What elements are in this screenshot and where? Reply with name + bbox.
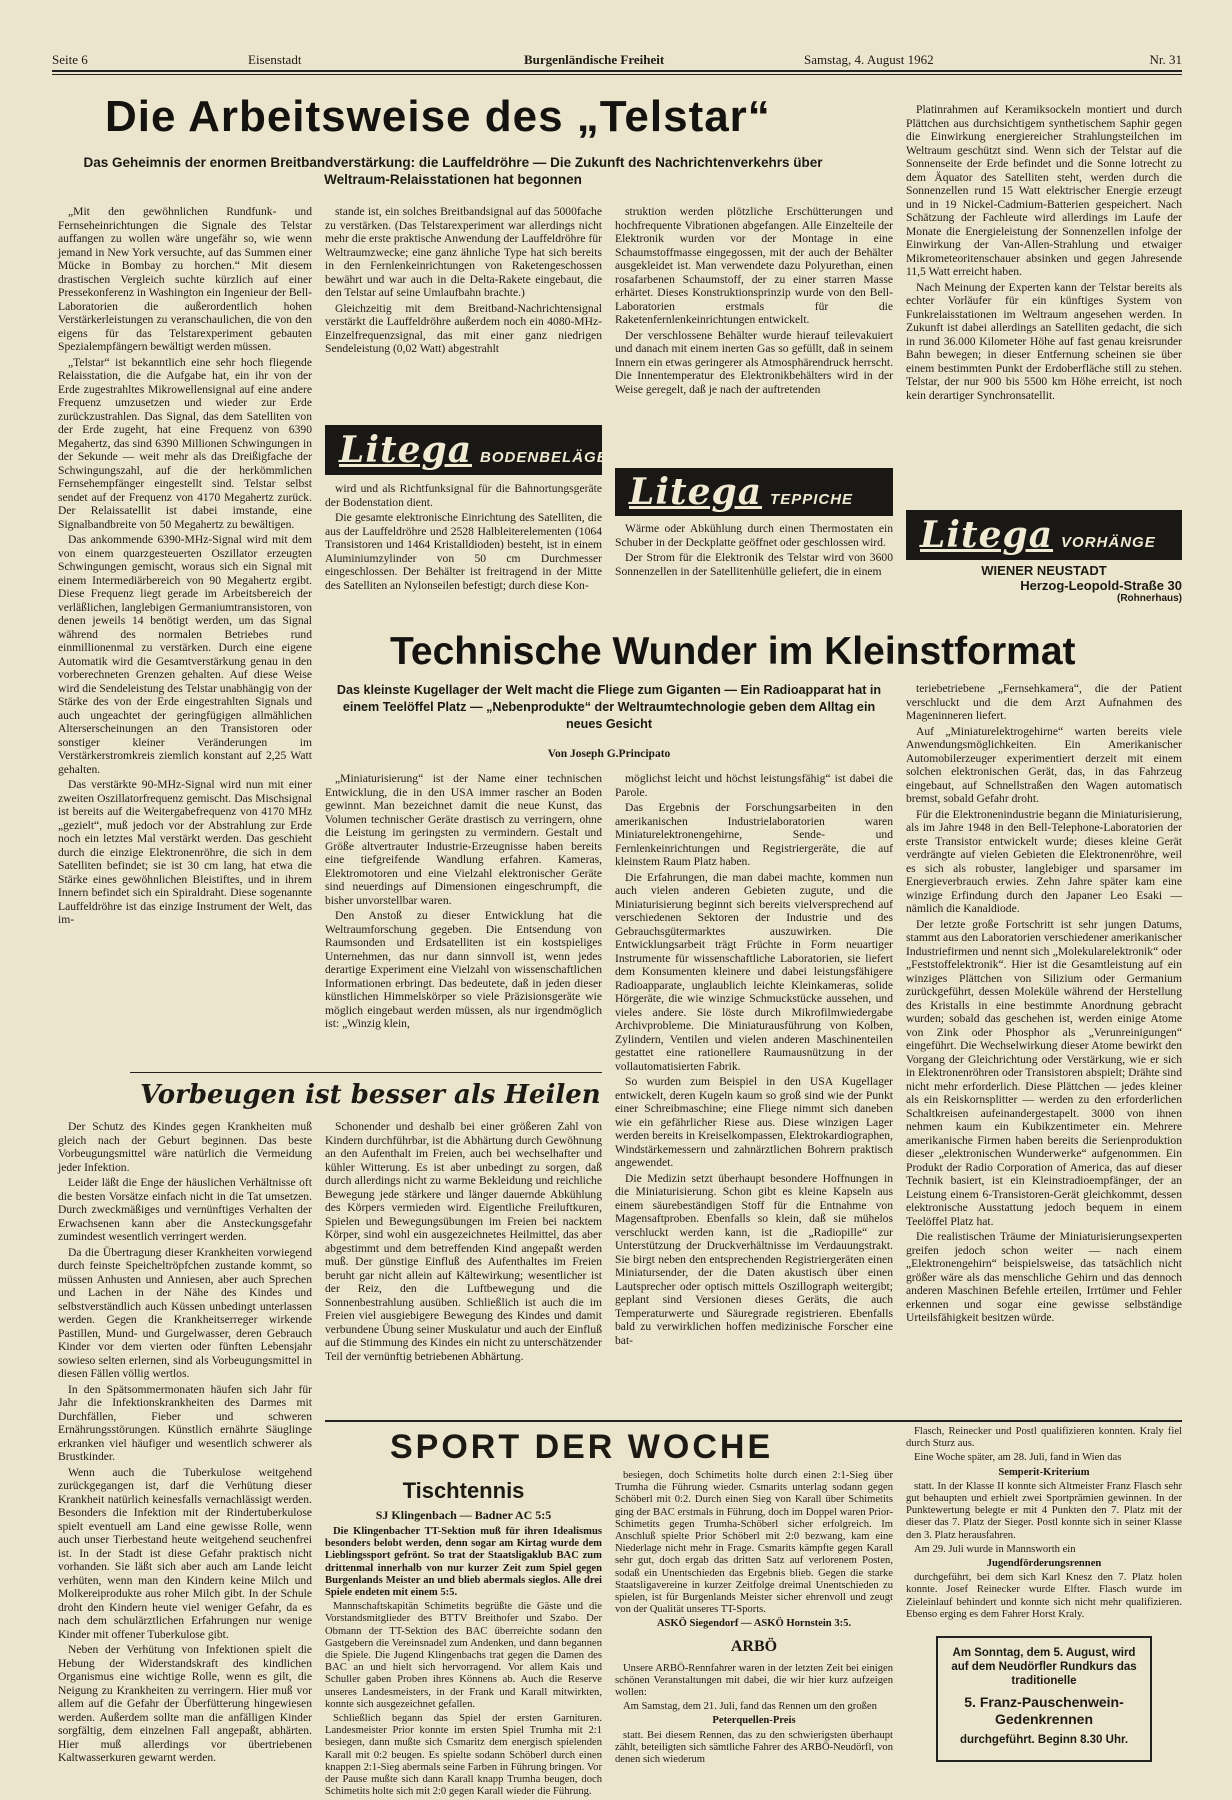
divider xyxy=(130,1072,602,1073)
kleinformat-column-3: teriebetriebene „Fernsehkamera“, die der Patient verschluckt und die dem Arzt Aufnahmen des Mageninneren liefert. Auf „Miniaturelektrogehirne“ warten bereits viele Anwendungsmöglichkeiten. Ein Amerikanischer Automobilerzeuger experimentiert derzeit mit einem solchen elektronischen Gerät, das, in das Fahrzeug eingebaut, auf Schnellstraßen den Wagen automatisch bremst, sobald Gefahr droht. Für die Elektronenindustrie begann die Miniaturisierung, als im Jahre 1948 in den Bell-Telephone-Laboratorien der erste Transistor entwickelt wurde; dieses kleine Gerät verdrängte auf vielen Gebieten die Elektronenröhre, weil es sich als robuster, langlebiger und sparsamer im Energieverbrauch erwies. Zehn Jahre später kam eine winzige Erfindung durch den Japaner Leo Esaki — nämlich die Kanaldiode. Der letzte große Fortschritt ist sehr jungen Datums, stammt aus den Laboratorien verschiedener amerikanischer Industriefirmen und nennt sich „Molekularelektronik“ oder „Feststoffelektronik“. Hier ist die Gesamtleistung auf ein winziges Plättchen von Silizium oder Germanium zurückgeführt, dessen Moleküle während der Herstellung des Kristalls in eine bestimmte Anordnung gebracht wurden; sobald das geschehen ist, werden einige Atome von Zink oder Phosphor als „Verunreinigungen“ eingeführt. Die Wechselwirkung dieser Atome bewirkt den Vorgang der Gleichrichtung oder Verstärkung, wie er sich in Elektronenröhren oder Transistoren abspielt; Drähte sind nicht mehr erforderlich. Diese Plättchen — jedes kleiner als ein Reiskornsplitter — werden zu den erforderlichen Schaltkreisen aufeinandergestapelt. 3000 von ihnen nehmen kaum ein Kubikzentimeter ein. Mehrere amerikanische Firmen haben bereits die Serienproduktion dieser „elektronischen Wunderwerke“ aufgenommen. Ein Produkt der Radio Corporation of America, das auf dieser Technik basiert, ist ein Kleinstradioempfänger, der an Leistung einem 6-Transistoren-Gerät gleichkommt, dessen elektronische Ausstattung jedoch bequem in einem Teelöffel Platz hat. Die realistischen Träume der Miniaturisierungsexperten greifen jedoch schon weiter — nach einem „Elektronengehirn“ beispielsweise, das tatsächlich nicht größer wäre als das menschliche Gehirn und das dennoch anderen Maschinen Befehle erteilen, Irrtümer und Fehler erkennen und sogar eine gewisse selbständige Urteilsfähigkeit besitzen würde. xyxy=(906,682,1182,1324)
page-number: Seite 6 xyxy=(52,52,88,67)
telstar-subheadline: Das Geheimnis der enormen Breitbandverstärkung: die Lauffeldröhre — Die Zukunft des Nachrichtenverkehrs über Weltraum-Relaisstationen hat begonnen xyxy=(83,155,823,187)
telstar-headline: Die Arbeitsweise des „Telstar“ xyxy=(105,92,771,141)
vorbeugen-column-2: Schonender und deshalb bei einer größeren Zahl von Kindern durchführbar, ist die Abhärtung durch Gewöhnung an den Aufenthalt im Freien, auch bei wechselhafter und kühler Witterung. Es ist aber unbedingt zu sorgen, daß durch allerdings nicht zu warme Bekleidung und reichliche Bewegung jede stärkere und länger dauernde Abkühlung des Körpers vermieden wird. Eigentliche Freiluftkuren, Spielen und Bewegungsübungen im Freien bei nacktem Körper, sind wohl ein ausgezeichnetes Heilmittel, das aber abgestimmt und dem betreffenden Kind angepaßt werden muß. Der günstige Einfluß des Aufenthaltes im Freien beruht gar nicht allein auf Kältewirkung; wesentlicher ist der Reiz, den die Luftbewegung und die Sonnenbestrahlung ausüben. Schließlich ist auch die im Freien viel ausgiebigere Bewegung des Kindes und damit verbundene Übung seiner Muskulatur und auch der Einfluß auf die Stimmung des Kindes ein nicht zu unterschätzender Teil der vernünftig betriebenen Abhärtung. xyxy=(325,1120,602,1363)
byline: Von Joseph G.Principato xyxy=(547,748,671,760)
sport-column-1: Die Klingenbacher TT-Sektion muß für ihren Idealismus besonders belobt werden, denn sogar am Kirtag wurde dem Lieblingssport gefrönt. So trat der Staatsligaklub BAC zum drittenmal innerhalb von nur kurzer Zeit zum Spiel gegen Burgenlands Meister an und blieb abermals sieglos. Alle drei Spiele endeten mit einem 5:5. Mannschaftskapitän Schimetits begrüßte die Gäste und die Vorstandsmitglieder des BTTV Breithofer und Szabo. Der Obmann der TT-Sektion des BAC überreichte sodann den Gastgebern die Vereinsnadel zum Andenken, und dann begannen die Spiele. Die Jugend Klingenbachs trat gegen die Damen des BAC an und hielt sich hervorragend. Vor allem Kais und Schuller gaben Proben ihres Könnens ab. Auch die Reserve unseres Landesmeisters, in der Frank und Karall mitwirkten, konnte sich ausgezeichnet gefallen. Schließlich begann das Spiel der ersten Garnituren. Landesmeister Prior konnte im ersten Spiel Trumha mit 2:1 besiegen, dann mußte sich Csmaritz dem energisch spielenden Karall mit 0:2 beugen. Es spielte sodann Schöberl durch einen knappen 2:1-Sieg abermals seine Farben in Führung bringen. Vor der Pause mußte sich dann Karall knapp Trumha beugen, doch Schimetits holte sich mit 2:0 gegen Karall wieder die Führung. xyxy=(325,1526,602,1798)
race-notice: Am Sonntag, dem 5. August, wird auf dem Neudörfler Rundkurs das traditionelle 5. Franz-Pauschenwein-Gedenkrennen durchgeführt. Beginn 8.30 Uhr. xyxy=(936,1636,1152,1762)
issue-date: Samstag, 4. August 1962 xyxy=(804,52,934,67)
telstar-column-4: Platinrahmen auf Keramiksockeln montiert und durch Plättchen aus durchsichtigem synthetischem Saphir gegen die Einwirkung energiereicher Strahlungsteilchen im Weltraum geschützt sind. Wenn sich der Telstar auf die Sonnenseite der Erde befindet und die Sonne lotrecht zu dem Äquator des Satelliten steht, werden durch die Sonnenzellen rund 15 Watt elektrischer Energie erzeugt und in 19 Nickel-Cadmium-Batterien gespeichert. Nach Schätzung der Fachleute wird allerdings im Laufe der Monate die Energieleistung der Sonnenzellen infolge der Einwirkung der Van-Allen-Strahlung und etwaiger Mikrometeoritenschauer absinken und gegen Jahresende 11,5 Watt erreicht haben. Nach Meinung der Experten kann der Telstar bereits als echter Vorläufer für ein künftiges System von Funkrelaisstationen im Weltraum angesehen werden. In Zukunft ist dabei allerdings an Satelliten gedacht, die sich in rund 36.000 Kilometer Höhe auf fast genau kreisrunder Bahn bewegen; in dieser Entfernung scheinen sie über einem bestimmten Punkt der Erdoberfläche still zu stehen. Telstar, der nur 900 bis 5500 km Höhe erreicht, ist noch kein derartiger Synchronsatellit. xyxy=(906,103,1182,402)
kleinformat-column-1: „Miniaturisierung“ ist der Name einer technischen Entwicklung, die in den USA immer rascher an Boden gewinnt. Man bezeichnet damit die neue Kunst, das Volumen technischer Geräte drastisch zu verringern, ohne die Leistung im geringsten zu vermindern. Gestalt und Größe altvertrauter Industrie-Erzeugnisse haben bereits eine tiefgreifende Wandlung erfahren. Kameras, Elektromotoren und eine Vielzahl elektronischer Geräte sind neuerdings auf Dimensionen eingeschrumpft, die bisher unvorstellbar waren. Den Anstoß zu dieser Entwicklung hat die Weltraumforschung gegeben. Die Entsendung von Raumsonden und Erdsatelliten ist ein kostspieliges Unternehmen, das nur dann sinnvoll ist, wenn jedes derartige Experiment eine Vielzahl von wissenschaftlichen Informationen erbringt. Das bedeutete, daß in jeden dieser künstlichen Himmelskörper so viele Präzisionsgeräte wie möglich eingebaut werden müssen, als nur irgendmöglich ist: „Winzig klein, xyxy=(325,772,602,1030)
header-rule-thin xyxy=(52,74,1182,75)
ad-litega-bodenbelaege: Litega BODENBELÄGE xyxy=(325,425,602,475)
kleinformat-subheadline: Das kleinste Kugellager der Welt macht die Fliege zum Giganten — Ein Radioapparat hat in einem Teelöffel Platz — „Nebenprodukte“ der Weltraumtechnologie geben dem Alltag ein neues Gesicht xyxy=(336,683,882,731)
telstar-column-3-top: struktion werden plötzliche Erschütterungen und hochfrequente Vibrationen abgefangen. Alle Einzelteile der Elektronik wurden vor der Montage in eine Schaumstoffmasse eingegossen, mit der auch der Behälter ausgekleidet ist. Man verwendete dazu Polyurethan, einen rosafarbenen Schaumstoff, der zu einer starren Masse erhärtet. Dieses Konstruktionsprinzip wurde von den Bell-Laboratorien erstmals für die Raketenfernlenkeinrichtungen entwickelt. Der verschlossene Behälter wurde hierauf teilevakuiert und danach mit einem inerten Gas so gefüllt, daß in seinem Innern ein etwas geringerer als Atmosphärendruck herrscht. Die Innentemperatur des Elektronikbehälters wird in der Weise geregelt, daß je nach der auftretenden xyxy=(615,205,893,396)
telstar-column-2-top: stande ist, ein solches Breitbandsignal auf das 5000fache zu verstärken. (Das Telstarexperiment war allerdings nicht mehr die erste praktische Anwendung der Lauffeldröhre für Weltraumzwecke; eine ganz ähnliche Type hat sich bereits in den Fernlenkeinrichtungen von Raketengeschossen bewährt und war auch in die Delta-Rakete eingebaut, die den Telstar auf seine Umlaufbahn brachte.) Gleichzeitig mit dem Breitband-Nachrichtensignal verstärkt die Lauffeldröhre außerdem noch ein 4080-MHz-Einzelfrequenzsignal, das mit einer ganz niedrigen Sendeleistung (0,02 Watt) abgestrahlt xyxy=(325,205,602,355)
region: Eisenstadt xyxy=(248,52,302,67)
kleinformat-headline: Technische Wunder im Kleinstformat xyxy=(390,630,1076,673)
vorbeugen-column-1: Der Schutz des Kindes gegen Krankheiten muß gleich nach der Geburt beginnen. Das beste Vorbeugungsmittel wäre natürlich die Vermeidung jeder Infektion. Leider läßt die Enge der häuslichen Verhältnisse oft die besten Vorsätze einfach nicht in die Tat umsetzen. Durch zweckmäßiges und vernünftiges Verhalten der Erwachsenen kann aber die Ansteckungsgefahr zumindest wesentlich verringert werden. Da die Übertragung dieser Krankheiten vorwiegend durch feinste Speicheltröpfchen zustande kommt, so müssen Anhusten und Anniesen, aber auch Sprechen und Lachen in der Nähe des Kindes und selbstverständlich auch Küssen unbedingt unterlassen werden. Gegen die Krankheitserreger wirkende Pastillen, Mund- und Gurgelwasser, deren Gebrauch Kinder vor dem vierten oder fünften Lebensjahr sowieso selten erlernen, sind als Vorbeugungsmittel in diesen Fällen völlig wertlos. In den Spätsommermonaten häufen sich Jahr für Jahr die Infektionskrankheiten des Darmes mit Durchfällen, Fieber und schweren Ernährungsstörungen. Künstlich ernährte Säuglinge erkranken viel häufiger und wesentlich schwerer als Brustkinder. Wenn auch die Tuberkulose weitgehend zurückgegangen ist, darf die Verhütung dieser Krankheit natürlich keinesfalls vernachlässigt werden. Besonders die Infektion mit der Rindertuberkulose spielt eventuell am Land eine gewisse Rolle, wenn auch unser Tierbestand heute weitgehend seuchenfrei ist. In der Stadt ist diese Gefahr praktisch nicht vorhanden. Sie läßt sich aber auch am Lande leicht verhüten, wenn man den Kindern keine Milch und Molkereiprodukte aus roher Milch gibt. In der Schule droht den Kindern heute viel weniger Gefahr, da es nach dem schulärztlichen Erfahrungen nur wenige Kinder mit offener Tuberkulose gibt. Neben der Verhütung von Infektionen spielt die Hebung der Widerstandskraft des kindlichen Organismus eine wichtige Rolle, wenn es gilt, die Neigung zu Krankheiten zu verringern. Hier muß vor allem auf die Gefahr der Überfütterung hingewiesen werden. Außerdem sollte man die anfälligen Kinder sorgfältig, dem einzelnen Fall angepaßt, abhärten. Hier muß allerdings vor übertriebenen Kaltwasserkuren gewarnt werden. xyxy=(58,1120,312,1764)
header-rule xyxy=(52,70,1182,72)
ad-address: WIENER NEUSTADT Herzog-Leopold-Straße 30 (Rohnerhaus) xyxy=(981,563,1182,604)
sport-banner: SPORT DER WOCHE xyxy=(390,1428,774,1466)
vorbeugen-headline: Vorbeugen ist besser als Heilen xyxy=(140,1080,601,1110)
ad-litega-vorhaenge: Litega VORHÄNGE xyxy=(906,510,1182,560)
sport-title: Tischtennis xyxy=(402,1478,525,1503)
issue-number: Nr. 31 xyxy=(1149,52,1182,67)
telstar-column-2-bottom: wird und als Richtfunksignal für die Bahnortungsgeräte der Bodenstation dient. Die gesamte elektronische Einrichtung des Satelliten, die aus der Lauffeldröhre und 2528 Halbleiterelementen (1064 Transistoren und 1464 Kristalldioden) besteht, ist in einem Aluminiumzylinder von 50 cm Durchmesser eingeschlossen. Der Behälter ist freitragend in der Mitte des Satelliten an Nylonseilen befestigt; durch diese Kon- xyxy=(325,482,602,592)
sport-column-3: Flasch, Reinecker und Postl qualifizieren konnten. Kraly fiel durch Sturz aus. Eine Woche später, am 28. Juli, fand in Wien das Semperit-Kriterium statt. In der Klasse II konnte sich Altmeister Franz Flasch sehr gut behaupten und erhielt zwei Sportprämien gewinnen. In der Punktewertung belegte er mit 4 Punkten den 7. Platz mit der dieser das 7. Platz der Sieger. Postl konnte sich in seiner Klasse den 3. Platz herausfahren. Am 29. Juli wurde in Mannsworth ein Jugendförderungsrennen durchgeführt, bei dem sich Karl Knesz den 7. Platz holen konnte. Josef Reinecker wurde Elfter. Flasch wurde im Zieleinlauf behindert und konnte sich nicht mehr qualifizieren. Ebenso erging es dem Fahrer Horst Kraly. xyxy=(906,1426,1182,1620)
match-title: SJ Klingenbach — Badner AC 5:5 xyxy=(375,1508,552,1522)
sport-column-2: besiegen, doch Schimetits holte durch einen 2:1-Sieg über Trumha die Führung wieder. Csmarits unterlag sodann gegen Schöberl mit 0:2. Durch einen Sieg von Karall über Schimetits ging der BAC erstmals in Führung, doch im Doppel waren Prior-Schimetits gegen Trumha-Schöberl sicher erfolgreich. Im Anschluß spielte Prior Schöberl mit 2:0 bezwang, kam eine Niederlage nicht mehr in Frage. Csmarits kämpfte gegen Karall sehr gut, doch ergab das dritten Satz auf verlorenem Posten, sodaß ein Unentschieden das Ergebnis blieb. Gegen die starke Staatsligavereine in kurzer Zeitfolge dreimal Unentschieden zu spielen, ist für Burgenlands Meister sicher ehrenvoll und zeugt von der Qualität unseres TT-Sports. ASKÖ Siegendorf — ASKÖ Hornstein 3:5. ARBÖ Unsere ARBÖ-Rennfahrer waren in der letzten Zeit bei einigen schönen Veranstaltungen mit dabei, die wir hier kurz aufzeigen wollen: Am Samstag, dem 21. Juli, fand das Rennen um den großen Peterquellen-Preis statt. Bei diesem Rennen, das zu den schwierigsten überhaupt zählt, beteiligten sich sämtliche Fahrer des ARBÖ-Neudörfl, von denen sich wiederum xyxy=(615,1470,893,1766)
telstar-column-3-bottom: Wärme oder Abkühlung durch einen Thermostaten ein Schuber in der Deckplatte geöffnet oder geschlossen wird. Der Strom für die Elektronik des Telstar wird von 3600 Sonnenzellen in der Satellitenhülle geliefert, die in einem xyxy=(615,522,893,578)
telstar-column-1: „Mit den gewöhnlichen Rundfunk- und Fernseheinrichtungen die Signale des Telstar auffangen zu wollen wäre ungefähr so, wie wenn jemand in New York versuchte, auf das Summen einer Mücke in Bombay zu horchen.“ Mit diesem drastischen Vergleich suchte kürzlich auf einer Pressekonferenz in Washington ein Ingenieur der Bell-Laboratorien die außerordentlich hohen Verstärkerleistungen zu veranschaulichen, die von den eigens für das Telstarexperiment gebauten Spezialempfängern bewältigt werden müssen. „Telstar“ ist bekanntlich eine sehr hoch fliegende Relaisstation, die die Aufgabe hat, ein ihr von der Erde zugestrahltes Mikrowellensignal auf eine andere Frequenz umzusetzen und wieder zur Erde zurückzustrahlen. Das Signal, das dem Satelliten von der Erde zugeht, hat eine Frequenz von 6390 Megahertz, das sind 6390 Millionen Schwingungen in der Sekunde — weit mehr als das Dreißigfache der Schwingungszahl, auf die der herkömmlichen Fernsehempfänger eingestellt sind. Telstar selbst sendet auf der Frequenz von 4170 Megahertz zurück. Der Relaissatellit ist dabei imstande, eine Signalbandbreite von 50 Megahertz zu bewältigen. Das ankommende 6390-MHz-Signal wird mit dem von einem quarzgesteuerten Oszillator erzeugten Schwingungen gemischt, woraus sich ein Signal mit einem Intermediärbereich von 90 Megahertz ergibt. Diese Frequenz liegt gerade im Arbeitsbereich der verläßlichen, langlebigen Germaniumtransistoren, von denen jeweils 14 benötigt werden, um das Signal während des normalen Betriebes rund einmillionenmal zu verstärken. Durch eine eigene Automatik wird die Gesamtverstärkung genau in den vorberechneten Grenzen gehalten. Auf diese Weise wird die Sendeleistung des Telstar unabhängig von der Stärke des von der Erde eingestrahlten Signals und auch ungeachtet der geringfügigen allmählichen Alterserscheinungen an den Transistoren oder sonstiger kleiner Veränderungen im Verstärkerstromkreis ziemlich konstant auf 2,25 Watt gehalten. Das verstärkte 90-MHz-Signal wird nun mit einer zweiten Oszillatorfrequenz gemischt. Das Mischsignal ist bereits auf die Weitergabefrequenz von 4170 MHz „gezielt“, muß jedoch vor der Abstrahlung zur Erde noch ein letztes Mal verstärkt werden. Das geschieht durch die einzige Elektronenröhre, die sich in dem Satelliten befindet; sie ist 30 cm lang, hat etwa die Stärke eines gewöhnlichen Bleistiftes, und in ihrem Innern befindet sich ein Spiraldraht. Diese sogenannte Lauffeldröhre ist das einzige Instrument der Welt, das im- xyxy=(58,205,312,926)
kleinformat-column-2: möglichst leicht und höchst leistungsfähig“ ist dabei die Parole. Das Ergebnis der Forschungsarbeiten in den amerikanischen Industrielaboratorien waren Miniaturelektronengehirne, Sende- und Fernlenkeinrichtungen und Registriergeräte, die auf kleinstem Raum Platz haben. Die Erfahrungen, die man dabei machte, kommen nun auch vielen anderen Gebieten zugute, und die Miniaturisierung beginnt sich bereits vielversprechend auf verschiedenen Sektoren der Industrie und des Gebrauchsgütermarktes auszuwirken. Die Entwicklungsarbeit trägt Früchte in Form neuartiger Instrumente für wissenschaftliche Laboratorien, sie liefert dem Konsumenten kleinere und dabei leistungsfähigere Radioapparate, unglaublich leichte Kleinkameras, solide Hörgeräte, die wie winzige Schmuckstücke aussehen, und vieles andere. Sie löste durch Mikrofilmwiedergabe Archivprobleme. Die Miniaturausführung von Kolben, Zylindern, Ventilen und vielen anderen Maschinenteilen gestattet eine rationellere Raumausnützung in der vollautomatisierten Fabrik. So wurden zum Beispiel in den USA Kugellager entwickelt, deren Kugeln kaum so groß sind wie der Punkt einer Schreibmaschine; eine Fliege nimmt sich daneben wie ein gefährlicher Riese aus. Diese winzigen Lager werden bereits in Kreiselkompassen, Elektrokardiographen, Windstärkemessern und zahnärztlichen Bohrern praktisch angewendet. Die Medizin setzt überhaupt besondere Hoffnungen in die Miniaturisierung. Schon gibt es kleine Kapseln aus einem säurebeständigen Stoff für die Entnahme von Magensaftproben. Ebenfalls so klein, daß sie mühelos verschluckt werden kann, ist die „Radiopille“ zur Unterstützung der Druckverhältnisse im Verdauungstrakt. Sie birgt neben den entsprechenden Registriergeräten einen Miniatursender, der die Daten akustisch über einen Lautsprecher oder optisch mittels Oszillograph weitergibt; geplant sind Versionen dieses Geräts, die auch Temperaturwerte und Säuregrade registrieren. Ebenfalls bald zu verwirklichen hoffen medizinische Forscher eine bat- xyxy=(615,772,893,1347)
ad-litega-teppiche: Litega TEPPICHE xyxy=(615,468,893,516)
paper-name: Burgenländische Freiheit xyxy=(524,52,665,67)
sport-rule xyxy=(325,1420,1182,1422)
